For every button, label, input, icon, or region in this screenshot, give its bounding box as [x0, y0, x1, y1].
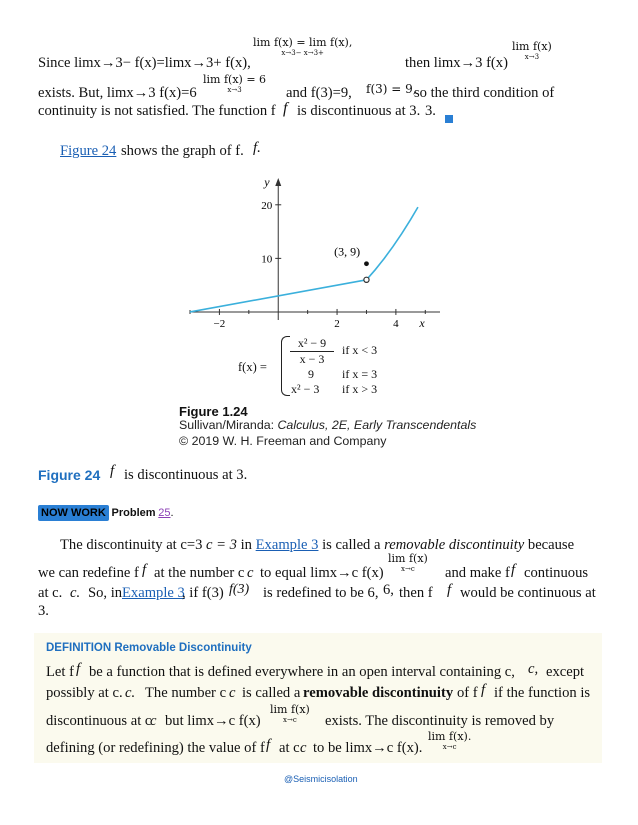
limit-x-to-c: lim f(x) x→c: [270, 703, 310, 724]
limit-expression: lim f(x) x→3: [512, 40, 552, 61]
definition-line4-a: defining (or redefining) the value of f: [46, 740, 265, 756]
x-tick-label: 2: [334, 317, 340, 330]
math-c-equals-3: c = 3: [206, 537, 237, 553]
case1-fraction: [290, 336, 334, 367]
case1-condition: if x < 3: [342, 343, 378, 357]
x-axis-label: x: [419, 315, 425, 330]
series-right-branch: [366, 207, 417, 280]
figure-source: Sullivan/Miranda: Calculus, 2E, Early Transcendentals: [179, 418, 477, 432]
figure-copyright: © 2019 W. H. Freeman and Company: [179, 434, 387, 448]
para3-line4: 3.: [38, 603, 49, 619]
y-tick-label: 20: [261, 199, 273, 212]
para2-text: shows the graph of f.: [121, 143, 244, 159]
para1-line2-b: and f(3)=9,: [286, 85, 352, 101]
math-f: f: [511, 562, 516, 578]
case3-value: x² − 3: [291, 382, 320, 396]
para1-line1-text: Since limx→3− f(x)=limx→3+ f(x),: [38, 55, 251, 71]
para3-line3-a: at c.: [38, 585, 63, 601]
math-f: f: [481, 682, 486, 698]
piecewise-brace: [281, 336, 290, 396]
y-tick-label: 10: [261, 253, 273, 266]
end-of-proof-icon: [445, 115, 453, 123]
limit-x-to-c-period: lim f(x). x→c: [428, 730, 472, 751]
definition-line1-a: Let f: [46, 664, 74, 680]
definition-line2-b: The number c: [145, 685, 227, 701]
definition-line2-d: is called a: [242, 685, 301, 701]
example-3-link[interactable]: Example 3: [255, 537, 319, 553]
para1-line3-a: continuity is not satisfied. The function f: [38, 103, 276, 119]
problem-label: Problem: [111, 507, 156, 519]
definition-line2-a: possibly at c.: [46, 685, 123, 701]
math-c: c: [229, 685, 236, 701]
case2-condition: if x = 3: [342, 367, 378, 381]
para3-line1: The discontinuity at c=3 c = 3 in Example 3 is called a removable discontinuity because: [60, 537, 575, 553]
math-f3: f(3): [229, 582, 250, 597]
figure-number: Figure 1.24: [179, 404, 248, 419]
para3-line2-d: to equal limx→c f(x): [260, 565, 384, 581]
example-3-link-2[interactable]: Example 3: [122, 585, 185, 601]
math-c: c: [300, 740, 307, 756]
open-point: [364, 277, 369, 282]
math-c: c: [247, 565, 254, 581]
math-c-period: c.: [70, 585, 81, 601]
filled-point: [364, 261, 369, 266]
math-c-period: c.: [125, 685, 136, 701]
math-f: f: [142, 562, 147, 578]
y-axis-arrow: [275, 178, 281, 186]
math-c: c: [150, 713, 157, 729]
limit-expression-value: lim f(x) = 6 x→3: [203, 73, 267, 94]
case2-value: 9: [308, 367, 314, 381]
para3-line3-g: then f: [399, 585, 433, 601]
para3-line2-e: and make f: [445, 565, 510, 581]
para1-line2-a: exists. But, limx→3 f(x)=6: [38, 85, 197, 101]
para3-line2-a: we can redefine f: [38, 565, 139, 581]
definition-line2-g: if the function is: [494, 685, 591, 701]
definition-line3-b: but limx→c f(x): [165, 713, 261, 729]
definition-line1-d: except: [546, 664, 585, 680]
case3-condition: if x > 3: [342, 382, 378, 396]
function-name-label: f(x) =: [238, 360, 267, 374]
point-label: (3, 9): [334, 244, 361, 259]
para3-line2-g: continuous: [524, 565, 589, 581]
watermark: @Seismicisolation: [284, 774, 358, 784]
math-6: 6,: [383, 582, 394, 598]
definition-line4-b: at c: [279, 740, 300, 756]
removable-discontinuity-term: removable discontinuity: [303, 685, 454, 701]
math-c-comma: c,: [528, 661, 539, 677]
para3-line3-h: would be continuous at: [460, 585, 596, 601]
math-f-period: f.: [253, 140, 261, 156]
para3-line2-b: at the number c: [154, 565, 245, 581]
definition-line2-e: of f: [457, 685, 478, 701]
case1-denominator: x − 3: [299, 352, 325, 366]
definition-title: DEFINITION Removable Discontinuity: [46, 642, 252, 654]
figure-24-link[interactable]: Figure 24: [60, 143, 117, 159]
para1-line2-d: so the third condition of: [414, 85, 555, 101]
limit-expression-one-sided: lim f(x) = lim f(x), x→3− x→3+: [253, 36, 353, 57]
math-3: 3.: [425, 103, 436, 119]
x-tick-label: 4: [393, 317, 399, 330]
para3-line3-e: is redefined to be 6,: [263, 585, 379, 601]
problem-25-link[interactable]: 25: [158, 507, 171, 519]
limit-x-to-c: lim f(x) x→c: [388, 552, 428, 573]
now-work-row: NOW WORK Problem 25.: [38, 507, 174, 519]
math-f: f: [283, 100, 288, 117]
math-f: f: [447, 582, 452, 598]
figure-24-caption-label: Figure 24: [38, 467, 101, 483]
now-work-badge: NOW WORK: [38, 505, 109, 521]
para1-line1-mid: then limx→3 f(x): [405, 55, 508, 71]
x-tick-label: −2: [213, 317, 226, 330]
definition-line4-d: to be limx→c f(x).: [313, 740, 423, 756]
definition-line1-b: be a function that is defined everywhere in an open interval containing c,: [89, 664, 515, 680]
figure-24-caption-text: is discontinuous at 3.: [124, 467, 248, 483]
para3-line3-b: So, in: [88, 585, 123, 601]
math-f-caption: f: [110, 463, 115, 479]
math-f: f: [76, 661, 81, 677]
definition-line3-a: discontinuous at c: [46, 713, 152, 729]
y-axis-label: y: [264, 175, 270, 189]
definition-line3-d: exists. The discontinuity is removed by: [325, 713, 555, 729]
para1-line3-b: is discontinuous at 3.: [297, 103, 421, 119]
case1-numerator: x² − 9: [290, 336, 334, 352]
para3-line3-d: , if f(3): [182, 585, 224, 601]
math-f: f: [266, 737, 271, 753]
math-f3-equals-9: f(3) = 9,: [366, 82, 417, 96]
